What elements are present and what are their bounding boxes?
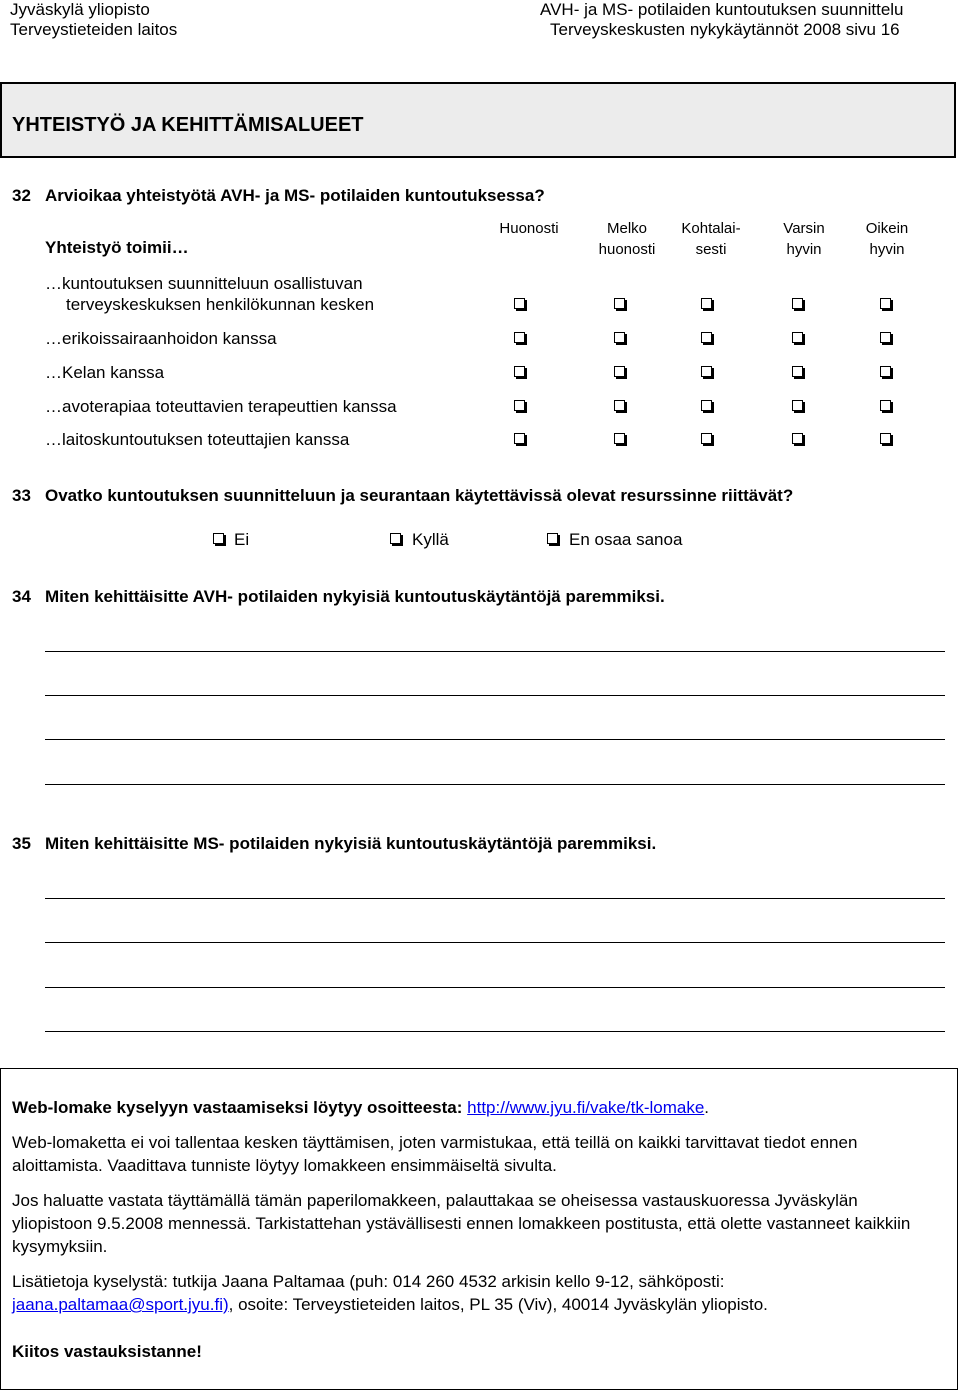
q33-option-ei: Ei [234,530,250,549]
q32-row-5-label: …laitoskuntoutuksen toteuttajien kanssa [45,430,350,449]
footer-web-end: . [704,1098,710,1117]
q32-row-1-checkbox-1[interactable] [514,298,525,309]
q32-row-3-checkbox-2[interactable] [614,366,625,377]
q34-answer-line-3[interactable] [45,739,945,740]
q32-row-3-checkbox-5[interactable] [880,366,891,377]
footer-contact-text: Lisätietoja kyselystä: tutkija Jaana Paltamaa (puh: 014 260 4532 arkisin kello 9-12, sähköposti: [12,1272,725,1291]
q32-row-3-checkbox-4[interactable] [792,366,803,377]
q33-checkbox-en-osaa[interactable] [547,533,558,544]
footer-web-link[interactable]: http://www.jyu.fi/vake/tk-lomake [467,1098,705,1117]
q33-checkbox-ei[interactable] [213,533,224,544]
q32-row-1-checkbox-3[interactable] [701,298,712,309]
q34-answer-line-2[interactable] [45,695,945,696]
q32-row-3-label: …Kelan kanssa [45,363,165,382]
footer-web-line [12,1096,942,1119]
q32-row-4-label: …avoterapiaa toteuttavien terapeuttien kanssa [45,397,397,416]
footer-web-label: Web-lomake kyselyyn vastaamiseksi löytyy osoitteesta: [12,1098,463,1117]
q32-row-header: Yhteistyö toimii… [45,238,189,257]
q33-option-en-osaa: En osaa sanoa [569,530,683,549]
section-title: YHTEISTYÖ JA KEHITTÄMISALUEET [12,114,364,136]
q32-row-2-checkbox-1[interactable] [514,332,525,343]
q34-number: 34 [12,587,31,606]
q32-question: Arvioikaa yhteistyötä AVH- ja MS- potilaiden kuntoutuksessa? [45,186,545,205]
q32-row-5-checkbox-1[interactable] [514,433,525,444]
q32-row-4-checkbox-1[interactable] [514,400,525,411]
q33-question: Ovatko kuntoutuksen suunnitteluun ja seurantaan käytettävissä olevat resurssinne riittävät? [45,486,794,505]
q35-answer-line-4[interactable] [45,1031,945,1032]
q33-checkbox-kylla[interactable] [390,533,401,544]
q32-row-1-label-b: terveyskeskuksen henkilökunnan kesken [66,295,375,314]
q35-answer-line-2[interactable] [45,942,945,943]
q35-answer-line-1[interactable] [45,898,945,899]
q32-row-1-label-a: …kuntoutuksen suunnitteluun osallistuvan [45,274,363,293]
q32-row-2-checkbox-3[interactable] [701,332,712,343]
q32-row-5-checkbox-2[interactable] [614,433,625,444]
q32-row-4-checkbox-4[interactable] [792,400,803,411]
q32-col-4: Varsin hyvin [783,220,825,258]
q32-row-5-checkbox-5[interactable] [880,433,891,444]
footer-paragraph-3: Jos haluatte vastata täyttämällä tämän paperilomakkeen, palauttakaa se oheisessa vastauskuoressa Jyväskylän yliopistoon 9.5.2008 mennessä. Tarkistattehan ystävällisesti ennen lomakkeen postitusta, että olette vastanneet kaikkiin kysymyksiin. [12,1191,911,1256]
q32-col-2: Melko huonosti [598,220,656,258]
q35-answer-line-3[interactable] [45,987,945,988]
q32-row-1-checkbox-5[interactable] [880,298,891,309]
q34-answer-line-1[interactable] [45,651,945,652]
q32-row-2-checkbox-4[interactable] [792,332,803,343]
q32-row-5-checkbox-3[interactable] [701,433,712,444]
q33-option-kylla: Kyllä [412,530,449,549]
header-page-info: Terveyskeskusten nykykäytännöt 2008 sivu 16 [550,20,900,39]
q32-row-4-checkbox-2[interactable] [614,400,625,411]
q35-number: 35 [12,834,31,853]
footer-paragraph-2: Web-lomaketta ei voi tallentaa kesken täyttämisen, joten varmistukaa, että teillä on kaikki tarvittavat tiedot ennen aloittamista. Vaadittava tunniste löytyy lomakkeen ensimmäiseltä sivulta. [12,1133,858,1175]
footer-thanks: Kiitos vastauksistanne! [12,1342,202,1361]
footer-email-link[interactable]: jaana.paltamaa@sport.jyu.fi) [12,1295,229,1314]
q32-number: 32 [12,186,31,205]
q32-col-1: Huonosti [499,220,559,237]
q32-col-5: Oikein hyvin [865,220,909,258]
q32-row-1-checkbox-4[interactable] [792,298,803,309]
q32-row-1-checkbox-2[interactable] [614,298,625,309]
footer-paragraph-4 [12,1270,942,1316]
footer-address: , osoite: Terveystieteiden laitos, PL 35 (Viv), 40014 Jyväskylän yliopisto. [228,1295,768,1314]
header-department: Terveystieteiden laitos [10,20,178,39]
q33-number: 33 [12,486,31,505]
q32-row-4-checkbox-3[interactable] [701,400,712,411]
q34-question: Miten kehittäisitte AVH- potilaiden nykyisiä kuntoutuskäytäntöjä paremmiksi. [45,587,665,606]
q32-row-2-checkbox-5[interactable] [880,332,891,343]
q32-row-2-label: …erikoissairaanhoidon kanssa [45,329,277,348]
q32-row-3-checkbox-3[interactable] [701,366,712,377]
q32-row-3-checkbox-1[interactable] [514,366,525,377]
header-study-title: AVH- ja MS- potilaiden kuntoutuksen suunnittelu [540,0,904,19]
q32-row-5-checkbox-4[interactable] [792,433,803,444]
q34-answer-line-4[interactable] [45,784,945,785]
q32-row-4-checkbox-5[interactable] [880,400,891,411]
header-university: Jyväskylä yliopisto [10,0,150,19]
q35-question: Miten kehittäisitte MS- potilaiden nykyisiä kuntoutuskäytäntöjä paremmiksi. [45,834,657,853]
q32-row-2-checkbox-2[interactable] [614,332,625,343]
q32-col-3: Kohtalai- sesti [681,220,741,258]
